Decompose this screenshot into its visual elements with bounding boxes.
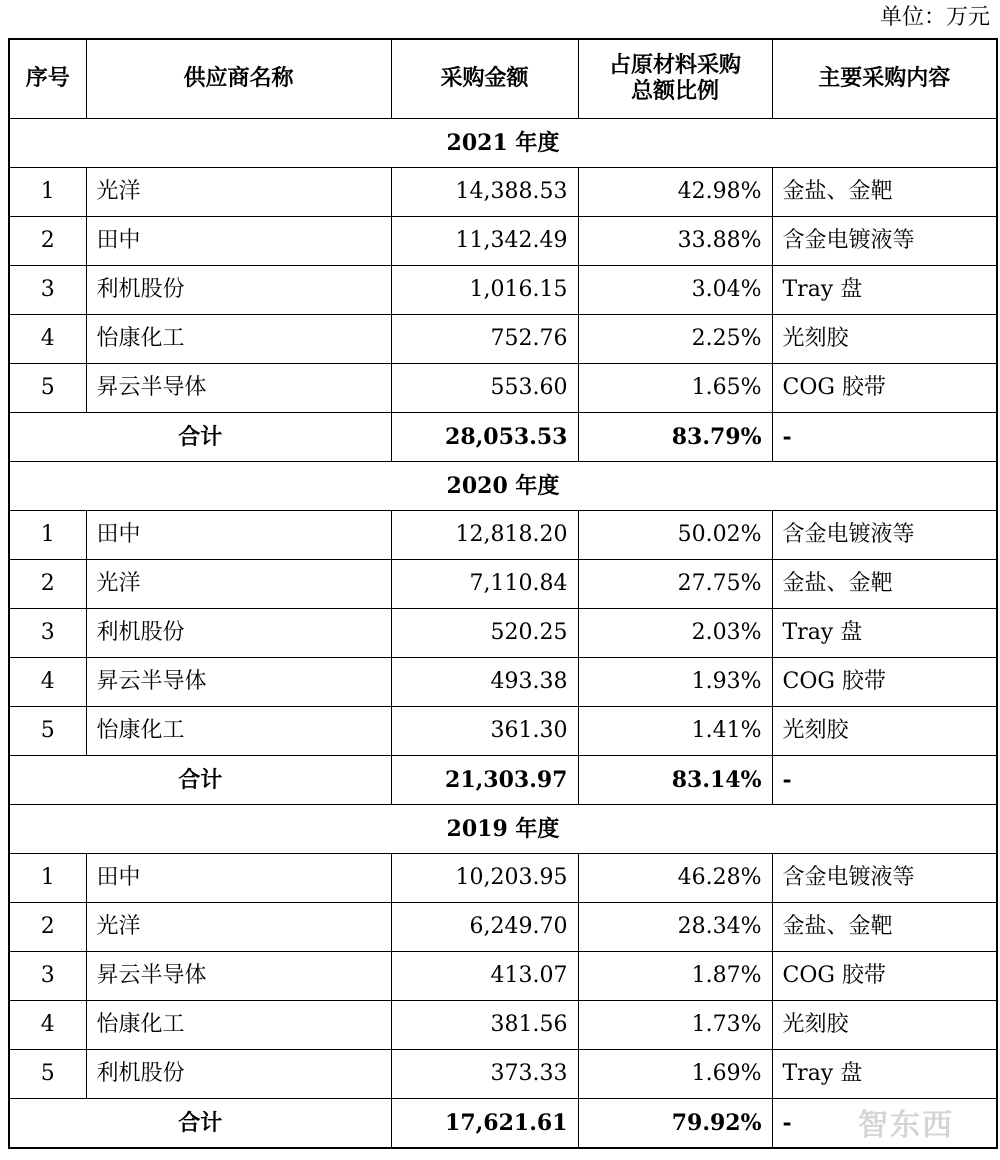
row-number: 5 [9, 364, 86, 413]
supplier-name: 田中 [86, 217, 391, 266]
table-row [9, 1050, 997, 1099]
supplier-name: 田中 [86, 511, 391, 560]
purchase-amount: 413.07 [391, 952, 578, 1001]
table-row [9, 364, 997, 413]
table-row [9, 658, 997, 707]
total-ratio: 79.92% [578, 1099, 772, 1149]
table-row [9, 315, 997, 364]
purchase-amount: 752.76 [391, 315, 578, 364]
purchase-ratio: 50.02% [578, 511, 772, 560]
header-ratio: 占原材料采购总额比例 [578, 39, 772, 119]
table-row [9, 903, 997, 952]
total-row [9, 756, 997, 805]
purchase-amount: 493.38 [391, 658, 578, 707]
total-content: - [772, 413, 997, 462]
purchase-content: 金盐、金靶 [772, 903, 997, 952]
supplier-table-container [8, 38, 998, 1149]
row-number: 4 [9, 658, 86, 707]
header-supplier: 供应商名称 [86, 39, 391, 119]
table-row [9, 609, 997, 658]
unit-label: 单位：万元 [880, 5, 991, 30]
header-content: 主要采购内容 [772, 39, 997, 119]
purchase-ratio: 1.41% [578, 707, 772, 756]
purchase-content: Tray 盘 [772, 609, 997, 658]
purchase-content: 光刻胶 [772, 315, 997, 364]
total-row [9, 1099, 997, 1149]
purchase-content: COG 胶带 [772, 952, 997, 1001]
table-header [9, 39, 997, 119]
purchase-amount: 6,249.70 [391, 903, 578, 952]
total-label: 合计 [9, 1099, 391, 1149]
purchase-ratio: 33.88% [578, 217, 772, 266]
supplier-name: 利机股份 [86, 266, 391, 315]
purchase-content: 含金电镀液等 [772, 217, 997, 266]
purchase-ratio: 46.28% [578, 854, 772, 903]
year-label: 2021 年度 [9, 119, 997, 168]
purchase-content: COG 胶带 [772, 658, 997, 707]
purchase-content: Tray 盘 [772, 266, 997, 315]
purchase-content: 金盐、金靶 [772, 560, 997, 609]
purchase-ratio: 3.04% [578, 266, 772, 315]
total-label: 合计 [9, 756, 391, 805]
table-row [9, 217, 997, 266]
row-number: 1 [9, 168, 86, 217]
purchase-amount: 361.30 [391, 707, 578, 756]
purchase-amount: 7,110.84 [391, 560, 578, 609]
total-label: 合计 [9, 413, 391, 462]
row-number: 2 [9, 217, 86, 266]
supplier-table [8, 38, 998, 1149]
row-number: 4 [9, 1001, 86, 1050]
purchase-amount: 381.56 [391, 1001, 578, 1050]
purchase-amount: 1,016.15 [391, 266, 578, 315]
supplier-name: 怡康化工 [86, 707, 391, 756]
total-amount: 17,621.61 [391, 1099, 578, 1149]
total-ratio: 83.14% [578, 756, 772, 805]
purchase-ratio: 2.03% [578, 609, 772, 658]
year-label: 2020 年度 [9, 462, 997, 511]
supplier-name: 利机股份 [86, 1050, 391, 1099]
table-row [9, 560, 997, 609]
supplier-name: 田中 [86, 854, 391, 903]
purchase-ratio: 1.73% [578, 1001, 772, 1050]
header-amount: 采购金额 [391, 39, 578, 119]
purchase-amount: 553.60 [391, 364, 578, 413]
row-number: 3 [9, 609, 86, 658]
year-row [9, 119, 997, 168]
row-number: 1 [9, 511, 86, 560]
total-content: - [772, 1099, 997, 1149]
table-row [9, 266, 997, 315]
purchase-content: COG 胶带 [772, 364, 997, 413]
header-no: 序号 [9, 39, 86, 119]
row-number: 5 [9, 1050, 86, 1099]
total-amount: 21,303.97 [391, 756, 578, 805]
table-row [9, 707, 997, 756]
purchase-amount: 10,203.95 [391, 854, 578, 903]
purchase-ratio: 1.93% [578, 658, 772, 707]
table-body [9, 119, 997, 1149]
purchase-amount: 11,342.49 [391, 217, 578, 266]
header-row [9, 39, 997, 119]
purchase-ratio: 1.65% [578, 364, 772, 413]
purchase-ratio: 27.75% [578, 560, 772, 609]
purchase-content: Tray 盘 [772, 1050, 997, 1099]
table-row [9, 854, 997, 903]
row-number: 5 [9, 707, 86, 756]
row-number: 2 [9, 560, 86, 609]
year-label: 2019 年度 [9, 805, 997, 854]
supplier-name: 光洋 [86, 168, 391, 217]
purchase-content: 光刻胶 [772, 707, 997, 756]
watermark-logo: 智东西 [858, 1108, 954, 1143]
row-number: 1 [9, 854, 86, 903]
supplier-name: 利机股份 [86, 609, 391, 658]
table-row [9, 511, 997, 560]
supplier-name: 光洋 [86, 903, 391, 952]
year-row [9, 462, 997, 511]
purchase-amount: 520.25 [391, 609, 578, 658]
row-number: 3 [9, 952, 86, 1001]
table-row [9, 1001, 997, 1050]
supplier-name: 怡康化工 [86, 315, 391, 364]
purchase-content: 光刻胶 [772, 1001, 997, 1050]
total-row [9, 413, 997, 462]
purchase-ratio: 2.25% [578, 315, 772, 364]
supplier-name: 光洋 [86, 560, 391, 609]
purchase-content: 含金电镀液等 [772, 511, 997, 560]
row-number: 4 [9, 315, 86, 364]
supplier-name: 昇云半导体 [86, 658, 391, 707]
total-content: - [772, 756, 997, 805]
purchase-amount: 12,818.20 [391, 511, 578, 560]
purchase-amount: 373.33 [391, 1050, 578, 1099]
purchase-ratio: 28.34% [578, 903, 772, 952]
total-amount: 28,053.53 [391, 413, 578, 462]
purchase-content: 含金电镀液等 [772, 854, 997, 903]
purchase-amount: 14,388.53 [391, 168, 578, 217]
purchase-content: 金盐、金靶 [772, 168, 997, 217]
row-number: 2 [9, 903, 86, 952]
purchase-ratio: 42.98% [578, 168, 772, 217]
total-ratio: 83.79% [578, 413, 772, 462]
year-row [9, 805, 997, 854]
supplier-name: 昇云半导体 [86, 952, 391, 1001]
row-number: 3 [9, 266, 86, 315]
supplier-name: 昇云半导体 [86, 364, 391, 413]
supplier-name: 怡康化工 [86, 1001, 391, 1050]
purchase-ratio: 1.69% [578, 1050, 772, 1099]
table-row [9, 952, 997, 1001]
table-row [9, 168, 997, 217]
purchase-ratio: 1.87% [578, 952, 772, 1001]
